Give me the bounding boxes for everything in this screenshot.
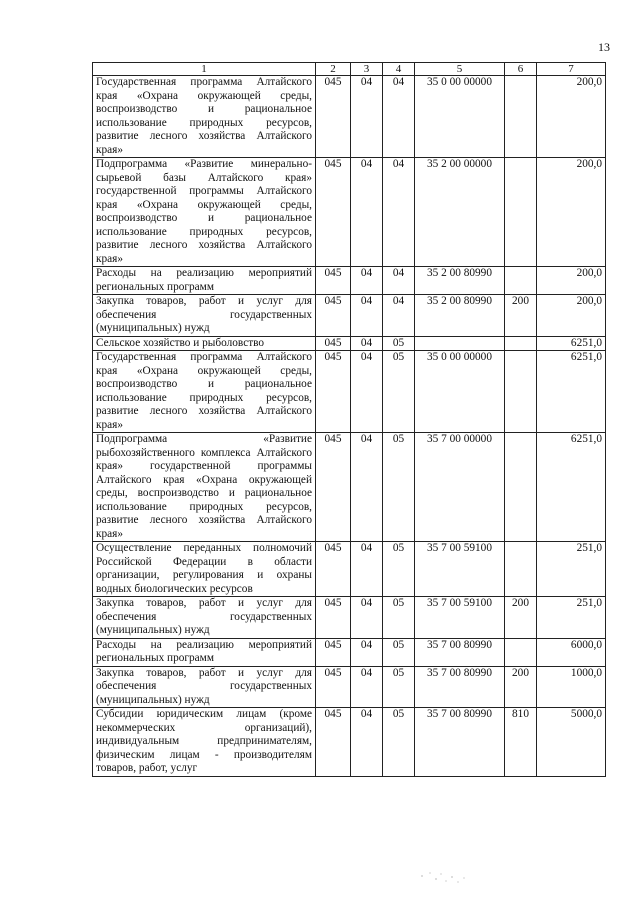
row-name: Осуществление переданных полномочий Российской Федерации в области организации, регулирования и охраны водных биологических ресурсов: [93, 542, 316, 597]
row-section: 04: [351, 708, 383, 777]
table-row: [93, 542, 606, 597]
page-number: 13: [598, 40, 610, 54]
row-amount: 251,0: [537, 597, 606, 639]
row-target-article: 35 7 00 59100: [415, 542, 505, 597]
row-amount: 200,0: [537, 295, 606, 337]
row-subsection: 05: [383, 542, 415, 597]
row-expense-type: 200: [505, 295, 537, 337]
row-name: Закупка товаров, работ и услуг для обеспечения государственных (муниципальных) нужд: [93, 666, 316, 708]
row-section: 04: [351, 267, 383, 295]
row-name: Подпрограмма «Развитие минерально-сырьевой базы Алтайского края» государственной программы Алтайского края «Охрана окружающей среды, воспроизводство и рациональное использование природных ресурсов, развитие лесного хозяйства Алтайского края»: [93, 158, 316, 267]
row-admin-code: 045: [316, 267, 351, 295]
table-row: [93, 597, 606, 639]
column-header: 5: [415, 63, 505, 76]
row-expense-type: [505, 76, 537, 158]
row-admin-code: 045: [316, 158, 351, 267]
row-subsection: 05: [383, 336, 415, 351]
row-name: Государственная программа Алтайского края «Охрана окружающей среды, воспроизводство и рациональное использование природных ресурсов, развитие лесного хозяйства Алтайского края»: [93, 76, 316, 158]
column-header: 7: [537, 63, 606, 76]
table-row: [93, 351, 606, 433]
row-admin-code: 045: [316, 76, 351, 158]
row-amount: 6251,0: [537, 336, 606, 351]
row-subsection: 04: [383, 267, 415, 295]
row-target-article: 35 7 00 80990: [415, 666, 505, 708]
row-admin-code: 045: [316, 336, 351, 351]
row-expense-type: [505, 542, 537, 597]
column-header: 4: [383, 63, 415, 76]
row-name: Закупка товаров, работ и услуг для обеспечения государственных (муниципальных) нужд: [93, 597, 316, 639]
row-name: Подпрограмма «Развитие рыбохозяйственного комплекса Алтайского края» государственной программы Алтайского края «Охрана окружающей среды, воспроизводство и рациональное использование природных ресурсов, развитие лесного хозяйства Алтайского края»: [93, 433, 316, 542]
row-amount: 5000,0: [537, 708, 606, 777]
row-section: 04: [351, 597, 383, 639]
row-section: 04: [351, 433, 383, 542]
row-admin-code: 045: [316, 433, 351, 542]
row-expense-type: [505, 158, 537, 267]
row-admin-code: 045: [316, 351, 351, 433]
row-amount: 200,0: [537, 76, 606, 158]
row-admin-code: 045: [316, 666, 351, 708]
row-subsection: 04: [383, 158, 415, 267]
row-target-article: 35 0 00 00000: [415, 351, 505, 433]
column-header: 6: [505, 63, 537, 76]
row-subsection: 04: [383, 295, 415, 337]
row-target-article: 35 2 00 80990: [415, 267, 505, 295]
budget-table: [92, 62, 606, 777]
row-subsection: 05: [383, 666, 415, 708]
row-admin-code: 045: [316, 295, 351, 337]
row-target-article: 35 7 00 80990: [415, 708, 505, 777]
row-target-article: 35 2 00 80990: [415, 295, 505, 337]
row-section: 04: [351, 295, 383, 337]
row-name: Расходы на реализацию мероприятий региональных программ: [93, 267, 316, 295]
row-admin-code: 045: [316, 638, 351, 666]
row-section: 04: [351, 158, 383, 267]
row-subsection: 05: [383, 708, 415, 777]
column-header: 2: [316, 63, 351, 76]
column-header: 1: [93, 63, 316, 76]
row-subsection: 05: [383, 351, 415, 433]
row-subsection: 05: [383, 597, 415, 639]
row-section: 04: [351, 351, 383, 433]
row-name: Закупка товаров, работ и услуг для обеспечения государственных (муниципальных) нужд: [93, 295, 316, 337]
row-section: 04: [351, 76, 383, 158]
row-expense-type: 810: [505, 708, 537, 777]
row-subsection: 05: [383, 433, 415, 542]
row-expense-type: [505, 336, 537, 351]
row-target-article: 35 7 00 00000: [415, 433, 505, 542]
row-expense-type: [505, 638, 537, 666]
row-section: 04: [351, 336, 383, 351]
table-row: [93, 267, 606, 295]
row-target-article: 35 0 00 00000: [415, 76, 505, 158]
row-admin-code: 045: [316, 542, 351, 597]
table-row: [93, 336, 606, 351]
column-header: 3: [351, 63, 383, 76]
row-target-article: 35 2 00 00000: [415, 158, 505, 267]
table-row: [93, 158, 606, 267]
row-expense-type: [505, 351, 537, 433]
row-expense-type: 200: [505, 666, 537, 708]
row-amount: 200,0: [537, 158, 606, 267]
row-target-article: [415, 336, 505, 351]
row-name: Сельское хозяйство и рыболовство: [93, 336, 316, 351]
row-admin-code: 045: [316, 597, 351, 639]
row-admin-code: 045: [316, 708, 351, 777]
row-target-article: 35 7 00 59100: [415, 597, 505, 639]
table-row: [93, 666, 606, 708]
row-expense-type: [505, 433, 537, 542]
row-amount: 6251,0: [537, 433, 606, 542]
scan-artifact: [400, 868, 480, 888]
row-name: Государственная программа Алтайского края «Охрана окружающей среды, воспроизводство и рациональное использование природных ресурсов, развитие лесного хозяйства Алтайского края»: [93, 351, 316, 433]
table-row: [93, 295, 606, 337]
row-subsection: 05: [383, 638, 415, 666]
row-target-article: 35 7 00 80990: [415, 638, 505, 666]
row-section: 04: [351, 542, 383, 597]
table-row: [93, 638, 606, 666]
row-amount: 6000,0: [537, 638, 606, 666]
table-row: [93, 433, 606, 542]
row-amount: 251,0: [537, 542, 606, 597]
row-amount: 6251,0: [537, 351, 606, 433]
row-section: 04: [351, 666, 383, 708]
row-amount: 200,0: [537, 267, 606, 295]
row-expense-type: 200: [505, 597, 537, 639]
row-name: Субсидии юридическим лицам (кроме некоммерческих организаций), индивидуальным предпринимателям, физическим лицам - производителям товаров, работ, услуг: [93, 708, 316, 777]
table-row: [93, 708, 606, 777]
row-subsection: 04: [383, 76, 415, 158]
row-section: 04: [351, 638, 383, 666]
row-name: Расходы на реализацию мероприятий региональных программ: [93, 638, 316, 666]
row-amount: 1000,0: [537, 666, 606, 708]
row-expense-type: [505, 267, 537, 295]
table-row: [93, 76, 606, 158]
header-row: [93, 63, 606, 76]
